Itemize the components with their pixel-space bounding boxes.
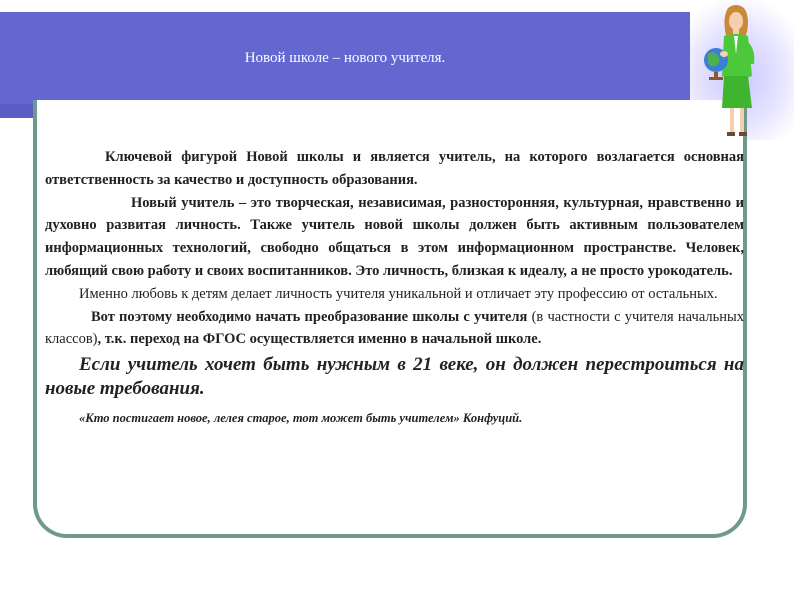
transformation-note: (в частности с учителя начальных классов) (45, 308, 744, 348)
main-text (45, 146, 744, 430)
paragraph-new-teacher: Новый учитель – это творческая, независимая, разносторонняя, культурная, нравственно и духовно развитая личность. Также учитель новой школы должен быть активным пользователем информационных технологий, свободно общаться в этом информационном пространстве. Человек, любящий свою работу и своих воспитанников. Это личность, близкая к идеалу, а не просто урокодатель. (45, 194, 744, 279)
confucius-quote: «Кто постигает новое, лелея старое, тот может быть учителем» Конфуций. (79, 411, 523, 426)
page-title: Новой школе – нового учителя. (244, 50, 446, 66)
teacher-with-globe-icon (700, 4, 772, 140)
transformation-bold-end: , т.к. переход на ФГОС осуществляется именно в начальной школе. (97, 331, 542, 348)
paragraph-key-figure: Ключевой фигурой Новой школы и является учитель, на которого возлагается основная ответственность за качество и доступность образования. (45, 149, 744, 188)
paragraph-love-children: Именно любовь к детям делает личность учителя уникальной и отличает эту профессию от остальных. (79, 285, 718, 302)
paragraph-transformation (45, 306, 744, 352)
transformation-bold-start: Вот поэтому необходимо начать преобразование школы с учителя (91, 308, 528, 325)
paragraph-21-century: Если учитель хочет быть нужным в 21 веке, он должен перестроиться на новые требования. (45, 354, 744, 400)
